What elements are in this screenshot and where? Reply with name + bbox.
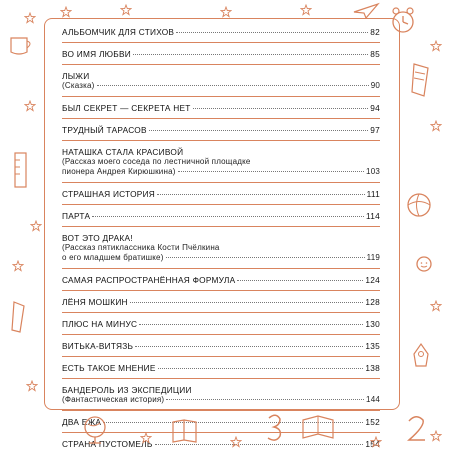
toc-entry xyxy=(62,211,380,221)
toc-entry xyxy=(62,189,380,199)
toc-divider xyxy=(62,42,380,43)
toc-page-number: 135 xyxy=(365,341,380,351)
dot-leader xyxy=(157,194,365,195)
toc-divider xyxy=(62,378,380,379)
toc-title: БЫЛ СЕКРЕТ — СЕКРЕТА НЕТ xyxy=(62,103,191,113)
star-icon xyxy=(230,436,242,448)
globe-icon xyxy=(80,414,110,446)
toc-title: СТРАНА ПУСТОМЕЛЬ xyxy=(62,439,153,449)
toc-subtitle: (Рассказ моего соседа по лестничной площадке xyxy=(62,157,251,166)
star-icon xyxy=(26,380,38,392)
toc-entry xyxy=(62,297,380,307)
toc-page-number: 94 xyxy=(370,103,380,113)
toc-title: СТРАШНАЯ ИСТОРИЯ xyxy=(62,189,156,199)
toc-subtitle: (Фантастическая история) xyxy=(62,395,165,404)
toc-page-number: 130 xyxy=(365,319,380,329)
toc-divider xyxy=(62,226,380,227)
book-icon xyxy=(300,412,336,442)
toc-divider xyxy=(62,334,380,335)
dot-leader xyxy=(193,108,369,109)
toc-divider xyxy=(62,290,380,291)
toc-row xyxy=(62,233,380,243)
toc-page-number: 144 xyxy=(366,395,380,404)
ruler-icon xyxy=(8,150,34,190)
sun-icon xyxy=(410,250,438,278)
toc-divider xyxy=(62,312,380,313)
toc-entry xyxy=(62,49,380,59)
toc-entry xyxy=(62,103,380,113)
toc-row xyxy=(62,103,380,113)
toc-divider xyxy=(62,356,380,357)
star-icon xyxy=(430,300,442,312)
toc-entry xyxy=(62,319,380,329)
toc-subtitle-line xyxy=(62,243,380,253)
dot-leader xyxy=(166,257,365,258)
toc-subtitle: о его младшем братишке) xyxy=(62,253,164,262)
toc-row xyxy=(62,71,380,81)
star-icon xyxy=(24,12,36,24)
dot-leader xyxy=(97,85,369,86)
star-icon xyxy=(24,100,36,112)
toc-page-number: 128 xyxy=(365,297,380,307)
toc-subtitle-line xyxy=(62,81,380,91)
toc-title: ТРУДНЫЙ ТАРАСОВ xyxy=(62,125,147,135)
dot-leader xyxy=(178,171,364,172)
toc-subtitle-line xyxy=(62,253,380,263)
toc-title: НАТАШКА СТАЛА КРАСИВОЙ xyxy=(62,147,184,157)
toc-subtitle-line xyxy=(62,395,380,405)
toc-title: ЛЫЖИ xyxy=(62,71,90,81)
star-icon xyxy=(300,4,312,16)
toc-entry xyxy=(62,385,380,405)
toc-page-number: 154 xyxy=(365,439,380,449)
toc-title: ВОТ ЭТО ДРАКА! xyxy=(62,233,133,243)
star-icon xyxy=(30,220,42,232)
toc-title: ЕСТЬ ТАКОЕ МНЕНИЕ xyxy=(62,363,156,373)
toc-page-number: 119 xyxy=(366,253,380,262)
dot-leader xyxy=(155,444,364,445)
dot-leader xyxy=(130,302,364,303)
toc-row xyxy=(62,363,380,373)
toc-row xyxy=(62,147,380,157)
toc-entry xyxy=(62,233,380,263)
toc-row xyxy=(62,319,380,329)
toc-subtitle-line xyxy=(62,167,380,177)
star-icon xyxy=(220,6,232,18)
cup-icon xyxy=(6,30,36,58)
toc-page-number: 82 xyxy=(370,27,380,37)
toc-entry xyxy=(62,125,380,135)
toc-title: ПЛЮС НА МИНУС xyxy=(62,319,138,329)
toc-row xyxy=(62,275,380,285)
toc-entry xyxy=(62,27,380,37)
toc-page-number: 85 xyxy=(370,49,380,59)
dot-leader xyxy=(158,368,364,369)
toc-entry xyxy=(62,71,380,91)
toc-title: БАНДЕРОЛЬ ИЗ ЭКСПЕДИЦИИ xyxy=(62,385,192,395)
table-of-contents xyxy=(62,27,380,449)
toc-title: САМАЯ РАСПРОСТРАНЁННАЯ ФОРМУЛА xyxy=(62,275,236,285)
toc-row xyxy=(62,49,380,59)
toc-divider xyxy=(62,182,380,183)
toc-entry xyxy=(62,147,380,177)
toc-entry xyxy=(62,341,380,351)
clock-icon xyxy=(388,6,418,36)
toc-row xyxy=(62,27,380,37)
toc-row xyxy=(62,385,380,395)
toc-row xyxy=(62,211,380,221)
toc-subtitle: (Рассказ пятиклассника Кости Пчёлкина xyxy=(62,243,220,252)
toc-page-number: 114 xyxy=(366,211,380,221)
star-icon xyxy=(60,6,72,18)
star-icon xyxy=(430,120,442,132)
toc-page-number: 111 xyxy=(366,189,380,199)
book-icon xyxy=(170,416,200,444)
toc-title: ДВА ЕЖА xyxy=(62,417,102,427)
toc-divider xyxy=(62,118,380,119)
toc-subtitle: пионера Андрея Кирюшкина) xyxy=(62,167,176,176)
toc-title: АЛЬБОМЧИК ДЛЯ СТИХОВ xyxy=(62,27,175,37)
paper-plane-icon xyxy=(352,2,380,20)
toc-row xyxy=(62,341,380,351)
pencil-icon xyxy=(6,300,32,336)
toc-entry xyxy=(62,363,380,373)
toc-divider xyxy=(62,140,380,141)
toc-row xyxy=(62,125,380,135)
toc-divider xyxy=(62,64,380,65)
toc-page-number: 90 xyxy=(370,81,380,90)
toc-page-number: 124 xyxy=(365,275,380,285)
dot-leader xyxy=(135,346,363,347)
toc-entry xyxy=(62,275,380,285)
toc-title: ЛЁНЯ МОШКИН xyxy=(62,297,128,307)
dot-leader xyxy=(149,130,369,131)
ball-icon xyxy=(404,190,434,220)
toc-divider xyxy=(62,204,380,205)
pencil-icon xyxy=(408,60,434,100)
toc-page-number: 152 xyxy=(365,417,380,427)
dot-leader xyxy=(139,324,363,325)
rocket-icon xyxy=(406,340,436,370)
toc-page-number: 138 xyxy=(365,363,380,373)
toc-title: ВИТЬКА-ВИТЯЗЬ xyxy=(62,341,134,351)
toc-page-number: 97 xyxy=(370,125,380,135)
number-two-icon xyxy=(404,412,430,444)
dot-leader xyxy=(92,216,364,217)
toc-divider xyxy=(62,268,380,269)
toc-subtitle-line xyxy=(62,157,380,167)
dot-leader xyxy=(166,399,364,400)
number-three-icon xyxy=(264,412,286,444)
toc-subtitle: (Сказка) xyxy=(62,81,95,90)
star-icon xyxy=(140,432,152,444)
toc-divider xyxy=(62,96,380,97)
dot-leader xyxy=(176,32,368,33)
toc-title: ПАРТА xyxy=(62,211,91,221)
star-icon xyxy=(370,436,382,448)
star-icon xyxy=(430,40,442,52)
toc-divider xyxy=(62,410,380,411)
toc-page-number: 103 xyxy=(366,167,380,176)
toc-row xyxy=(62,189,380,199)
star-icon xyxy=(120,4,132,16)
toc-row xyxy=(62,297,380,307)
toc-title: ВО ИМЯ ЛЮБВИ xyxy=(62,49,131,59)
dot-leader xyxy=(237,280,363,281)
dot-leader xyxy=(133,54,368,55)
star-icon xyxy=(12,260,24,272)
star-icon xyxy=(430,430,442,442)
